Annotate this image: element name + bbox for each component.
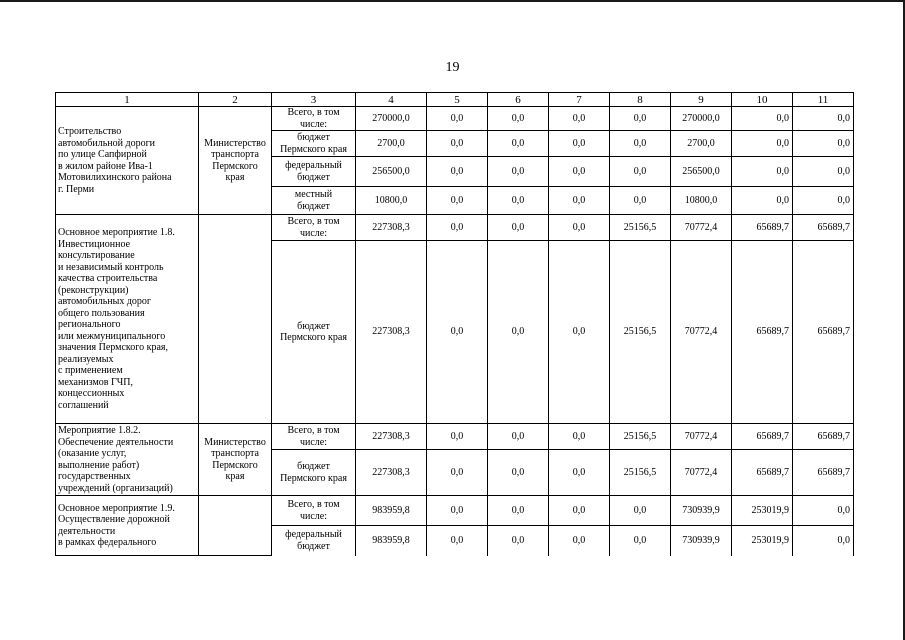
amount-cell: 0,0 (549, 424, 610, 450)
text-line: в рамках федерального (58, 537, 157, 548)
text-line: реализуемых (58, 353, 114, 365)
funding-source-cell (272, 187, 356, 215)
amount-cell: 25156,5 (610, 241, 671, 424)
text-line: Основное мероприятие 1.8. (58, 227, 175, 238)
amount-cell: 0,0 (793, 526, 854, 556)
amount-cell: 0,0 (610, 526, 671, 556)
funding-source-cell (272, 107, 356, 131)
header-cell: 7 (549, 93, 610, 107)
amount-cell: 227308,3 (356, 424, 427, 450)
text-line: транспорта (211, 448, 259, 459)
amount-cell: 256500,0 (671, 157, 732, 187)
text-line: механизмов ГЧП, (58, 376, 134, 388)
amount-cell: 65689,7 (732, 424, 793, 450)
text-line: бюджет (297, 461, 330, 472)
text-line: Пермского (212, 160, 258, 172)
amount-cell: 65689,7 (793, 241, 854, 424)
text-line: бюджет (297, 320, 330, 332)
header-cell: 10 (732, 93, 793, 107)
executor-cell (199, 424, 272, 496)
amount-cell: 0,0 (610, 131, 671, 157)
text-line: Всего, в том (287, 216, 340, 227)
funding-source-cell (272, 157, 356, 187)
funding-source-cell (272, 241, 356, 424)
text-line: Всего, в том (287, 499, 340, 510)
text-line: г. Перми (58, 183, 95, 195)
amount-cell: 0,0 (427, 157, 488, 187)
amount-cell: 0,0 (549, 450, 610, 496)
text-line: (реконструкции) (58, 284, 129, 296)
text-line: Мотовилихинского района (58, 172, 172, 183)
amount-cell: 0,0 (488, 241, 549, 424)
text-line: федеральный (285, 529, 342, 541)
text-line: края (225, 471, 245, 482)
amount-cell: 227308,3 (356, 215, 427, 241)
text-line: края (225, 172, 245, 183)
amount-cell: 0,0 (732, 187, 793, 215)
amount-cell: 256500,0 (356, 157, 427, 187)
amount-cell: 65689,7 (732, 241, 793, 424)
funding-source-cell (272, 496, 356, 526)
amount-cell: 0,0 (610, 496, 671, 526)
text-line: Министерство (204, 137, 266, 149)
header-row (56, 93, 854, 107)
amount-cell: 0,0 (488, 450, 549, 496)
amount-cell: 0,0 (488, 131, 549, 157)
text-line: Пермского края (280, 143, 347, 155)
amount-cell: 65689,7 (793, 424, 854, 450)
amount-cell: 0,0 (488, 107, 549, 131)
amount-cell: 253019,9 (732, 526, 793, 556)
header-cell: 9 (671, 93, 732, 107)
amount-cell: 730939,9 (671, 496, 732, 526)
executor-cell (199, 496, 272, 556)
amount-cell: 730939,9 (671, 526, 732, 556)
text-line: по улице Сапфирной (58, 149, 147, 160)
executor-cell (199, 107, 272, 215)
text-line: Строительство (58, 126, 122, 137)
amount-cell: 0,0 (793, 496, 854, 526)
amount-cell: 10800,0 (356, 187, 427, 215)
text-line: Всего, в том (287, 425, 340, 436)
amount-cell: 0,0 (488, 157, 549, 187)
text-line: числе: (299, 436, 328, 448)
amount-cell: 0,0 (793, 107, 854, 131)
amount-cell: 0,0 (793, 187, 854, 215)
header-cell: 2 (199, 93, 272, 107)
text-line: автомобильной дороги (58, 137, 156, 149)
text-line: качества строительства (58, 273, 158, 284)
text-line: концессионных (58, 388, 125, 399)
text-line: Пермского края (280, 472, 347, 484)
header-cell: 3 (272, 93, 356, 107)
text-line: деятельности (58, 525, 116, 537)
amount-cell: 0,0 (427, 424, 488, 450)
funding-source-cell (272, 424, 356, 450)
text-line: автомобильных дорог (58, 296, 152, 307)
amount-cell: 0,0 (549, 131, 610, 157)
amount-cell: 0,0 (488, 496, 549, 526)
amount-cell: 70772,4 (671, 450, 732, 496)
text-line: или межмуниципального (58, 330, 166, 342)
amount-cell: 2700,0 (356, 131, 427, 157)
amount-cell: 0,0 (793, 157, 854, 187)
amount-cell: 0,0 (427, 131, 488, 157)
amount-cell: 0,0 (549, 157, 610, 187)
amount-cell: 0,0 (610, 157, 671, 187)
text-line: Обеспечение деятельности (58, 436, 174, 448)
amount-cell: 0,0 (427, 450, 488, 496)
measure-name-cell (56, 496, 199, 556)
amount-cell: 0,0 (549, 215, 610, 241)
budget-table (55, 92, 854, 556)
amount-cell: 25156,5 (610, 424, 671, 450)
amount-cell: 253019,9 (732, 496, 793, 526)
text-line: числе: (299, 227, 328, 239)
text-line: соглашений (58, 399, 109, 411)
amount-cell: 0,0 (488, 526, 549, 556)
amount-cell: 0,0 (610, 187, 671, 215)
executor-cell (199, 215, 272, 424)
funding-source-cell (272, 526, 356, 556)
page-number: 19 (445, 60, 460, 75)
header-cell: 5 (427, 93, 488, 107)
amount-cell: 0,0 (427, 241, 488, 424)
funding-source-cell (272, 450, 356, 496)
amount-cell: 25156,5 (610, 450, 671, 496)
table-row (56, 215, 854, 241)
amount-cell: 0,0 (427, 107, 488, 131)
text-line: Пермского (212, 459, 258, 471)
text-line: числе: (299, 118, 328, 130)
amount-cell: 0,0 (549, 496, 610, 526)
page-edge-top (0, 0, 905, 2)
text-line: и независимый контроль (58, 261, 164, 273)
text-line: бюджет (297, 200, 330, 212)
text-line: государственных (58, 471, 131, 482)
amount-cell: 270000,0 (671, 107, 732, 131)
text-line: регионального (58, 319, 121, 330)
amount-cell: 0,0 (427, 496, 488, 526)
amount-cell: 70772,4 (671, 424, 732, 450)
amount-cell: 65689,7 (732, 215, 793, 241)
measure-name-cell (56, 215, 199, 424)
measure-name-cell (56, 424, 199, 496)
text-line: учреждений (организаций) (58, 482, 173, 494)
amount-cell: 0,0 (427, 187, 488, 215)
text-line: в жилом районе Ива-1 (58, 160, 153, 172)
text-line: выполнение работ) (58, 459, 140, 471)
measure-name-cell (56, 107, 199, 215)
text-line: местный (294, 189, 333, 200)
header-cell: 8 (610, 93, 671, 107)
text-line: Основное мероприятие 1.9. (58, 502, 175, 514)
header-cell: 6 (488, 93, 549, 107)
text-line: Инвестиционное (58, 238, 131, 250)
amount-cell: 2700,0 (671, 131, 732, 157)
amount-cell: 0,0 (549, 241, 610, 424)
header-cell: 4 (356, 93, 427, 107)
amount-cell: 0,0 (427, 215, 488, 241)
amount-cell: 227308,3 (356, 241, 427, 424)
text-line: (оказание услуг, (58, 448, 127, 459)
table-row (56, 107, 854, 131)
amount-cell: 70772,4 (671, 241, 732, 424)
amount-cell: 10800,0 (671, 187, 732, 215)
amount-cell: 0,0 (427, 526, 488, 556)
text-line: Пермского края (280, 332, 347, 343)
text-line: консультирование (58, 250, 135, 261)
amount-cell: 65689,7 (793, 450, 854, 496)
table-row (56, 496, 854, 526)
amount-cell: 983959,8 (356, 496, 427, 526)
amount-cell: 0,0 (549, 107, 610, 131)
text-line: Министерство (204, 436, 266, 448)
amount-cell: 65689,7 (793, 215, 854, 241)
funding-source-cell (272, 131, 356, 157)
amount-cell: 0,0 (549, 526, 610, 556)
amount-cell: 0,0 (732, 157, 793, 187)
text-line: бюджет (297, 171, 330, 183)
header-cell: 11 (793, 93, 854, 107)
text-line: с применением (58, 365, 123, 376)
amount-cell: 0,0 (488, 215, 549, 241)
amount-cell: 0,0 (488, 424, 549, 450)
text-line: бюджет (297, 132, 330, 143)
funding-source-cell (272, 215, 356, 241)
amount-cell: 270000,0 (356, 107, 427, 131)
text-line: Осуществление дорожной (58, 514, 170, 525)
amount-cell: 0,0 (488, 187, 549, 215)
text-line: значения Пермского края, (58, 342, 168, 353)
amount-cell: 0,0 (610, 107, 671, 131)
amount-cell: 70772,4 (671, 215, 732, 241)
amount-cell: 983959,8 (356, 526, 427, 556)
text-line: общего пользования (58, 307, 145, 319)
amount-cell: 65689,7 (732, 450, 793, 496)
text-line: числе: (299, 510, 328, 522)
amount-cell: 227308,3 (356, 450, 427, 496)
amount-cell: 0,0 (549, 187, 610, 215)
table-row (56, 424, 854, 450)
amount-cell: 0,0 (732, 107, 793, 131)
text-line: бюджет (297, 540, 330, 552)
amount-cell: 0,0 (732, 131, 793, 157)
text-line: Всего, в том (287, 107, 340, 118)
amount-cell: 25156,5 (610, 215, 671, 241)
text-line: Мероприятие 1.8.2. (58, 425, 141, 436)
text-line: федеральный (285, 160, 342, 171)
header-cell: 1 (56, 93, 199, 107)
text-line: транспорта (211, 149, 259, 160)
amount-cell: 0,0 (793, 131, 854, 157)
